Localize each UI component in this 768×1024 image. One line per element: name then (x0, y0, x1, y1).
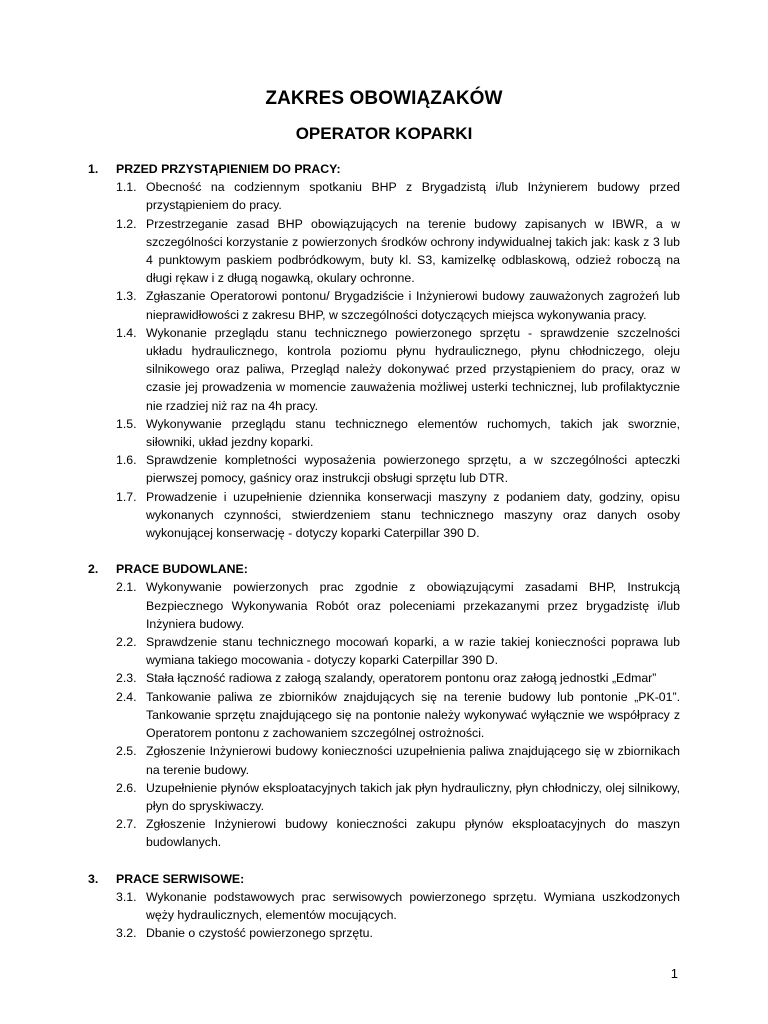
list-item (116, 451, 680, 487)
list-item (116, 287, 680, 323)
item-text: Tankowanie paliwa ze zbiorników znajdujących się na terenie budowy lub pontonie „PK-01”. Tankowanie sprzętu znajdującego się na pontonie należy wykonywać wyłącznie we współpracy z Operatorem pontonu z zachowaniem szczególnej ostrożności. (146, 689, 680, 741)
section-construction-work (88, 560, 680, 851)
list-item (116, 324, 680, 415)
list-item (116, 578, 680, 633)
list-item (116, 815, 680, 851)
item-number: 1.2. (116, 216, 137, 231)
section-service-work (88, 870, 680, 943)
list-item (116, 215, 680, 288)
list-item (116, 742, 680, 778)
list-item (116, 688, 680, 743)
item-number: 3.1. (116, 889, 137, 904)
document-subtitle: OPERATOR KOPARKI (295, 124, 473, 143)
item-number: 2.5. (116, 744, 137, 759)
item-text: Sprawdzenie kompletności wyposażenia powierzonego sprzętu, a w szczególności apteczki pierwszej pomocy, gaśnicy oraz instrukcji obsługi sprzętu lub DTR. (146, 453, 680, 486)
item-text: Zgłoszenie Inżynierowi budowy konieczności uzupełnienia paliwa znajdującego się w zbiornikach na terenie budowy. (146, 744, 680, 777)
item-number: 1.7. (116, 489, 137, 504)
item-text: Wykonanie podstawowych prac serwisowych powierzonego sprzętu. Wymiana uszkodzonych węży hydraulicznych, elementów mocujących. (146, 889, 680, 922)
item-text: Przestrzeganie zasad BHP obowiązujących na terenie budowy zapisanych w IBWR, a w szczególności korzystanie z powierzonych środków ochrony indywidualnej takich jak: kask z 3 lub 4 punktowym paskiem podbródkowym, buty kl. S3, kamizelkę odblaskową, odzież roboczą na długi rękaw i z długą nogawką, okulary ochronne. (146, 216, 680, 286)
item-number: 2.4. (116, 689, 137, 704)
section-number: 2. (88, 562, 99, 577)
item-text: Prowadzenie i uzupełnienie dziennika konserwacji maszyny z podaniem daty, godziny, opisu wykonanych czynności, stwierdzeniem stanu technicznego maszyny oraz danych osoby wykonującej konserwację - dotyczy koparki Caterpillar 390 D. (146, 489, 680, 541)
list-item (116, 488, 680, 543)
section-heading (88, 560, 680, 578)
item-text: Zgłoszenie Inżynierowi budowy konieczności zakupu płynów eksploatacyjnych do maszyn budowlanych. (146, 817, 680, 850)
item-number: 1.3. (116, 289, 137, 304)
section-number: 1. (88, 162, 99, 176)
list-item (116, 633, 680, 669)
item-number: 1.6. (116, 453, 137, 468)
item-text: Obecność na codziennym spotkaniu BHP z Brygadzistą i/lub Inżynierem budowy przed przystąpieniem do pracy. (146, 180, 680, 213)
section-heading (88, 870, 680, 888)
item-text: Wykonywanie powierzonych prac zgodnie z obowiązującymi zasadami BHP, Instrukcją Bezpiecznego Wykonywania Robót oraz poleceniami przekazanymi przez brygadzistę i/lub Inżyniera budowy. (146, 580, 680, 631)
section-number: 3. (88, 871, 99, 886)
list-item (116, 415, 680, 451)
list-item (116, 178, 680, 214)
item-number: 1.5. (116, 416, 137, 431)
item-number: 2.7. (116, 817, 137, 832)
section-title: PRZED PRZYSTĄPIENIEM DO PRACY: (116, 162, 341, 176)
list-item (116, 779, 680, 815)
section-title: PRACE BUDOWLANE: (116, 562, 248, 577)
item-number: 2.2. (116, 635, 137, 650)
item-number: 3.2. (116, 926, 137, 941)
item-text: Dbanie o czystość powierzonego sprzętu. (146, 926, 373, 941)
section-before-work (88, 160, 680, 542)
item-number: 1.1. (116, 180, 137, 195)
document-body (88, 160, 680, 942)
item-text: Wykonanie przeglądu stanu technicznego powierzonego sprzętu - sprawdzenie szczelności układu hydraulicznego, kontrola poziomu płynu hydraulicznego, płynu chłodniczego, oleju silnikowego oraz paliwa, Przegląd należy dokonywać przed przystąpieniem do pracy, oraz w czasie jej prowadzenia w momencie zauważenia możliwej usterki technicznej, lub profilaktycznie nie rzadziej niż raz na 4h pracy. (146, 325, 680, 413)
item-text: Stała łączność radiowa z załogą szalandy, operatorem pontonu oraz załogą jednostki „Edmar” (146, 671, 657, 686)
list-item (116, 924, 680, 942)
item-text: Zgłaszanie Operatorowi pontonu/ Brygadziście i Inżynierowi budowy zauważonych zagrożeń lub nieprawidłowości z zakresu BHP, w szczególności dotyczących miejsca wykonywania pracy. (146, 289, 680, 322)
item-number: 2.1. (116, 580, 137, 595)
item-number: 2.6. (116, 780, 137, 795)
list-item (116, 888, 680, 924)
page-number: 1 (670, 966, 678, 981)
item-number: 1.4. (116, 325, 137, 340)
document-title: ZAKRES OBOWIĄZAKÓW (265, 88, 503, 109)
section-title: PRACE SERWISOWE: (116, 871, 245, 886)
item-text: Uzupełnienie płynów eksploatacyjnych takich jak płyn hydrauliczny, płyn chłodniczy, olej silnikowy, płyn do spryskiwaczy. (146, 780, 680, 813)
item-text: Wykonywanie przeglądu stanu technicznego elementów ruchomych, takich jak sworznie, siłowniki, układ jezdny koparki. (146, 416, 680, 450)
item-text: Sprawdzenie stanu technicznego mocowań koparki, a w razie takiej konieczności poprawa lub wymiana takiego mocowania - dotyczy koparki Caterpillar 390 D. (146, 635, 680, 668)
list-item (116, 669, 680, 687)
item-number: 2.3. (116, 671, 137, 686)
section-heading (88, 160, 680, 178)
